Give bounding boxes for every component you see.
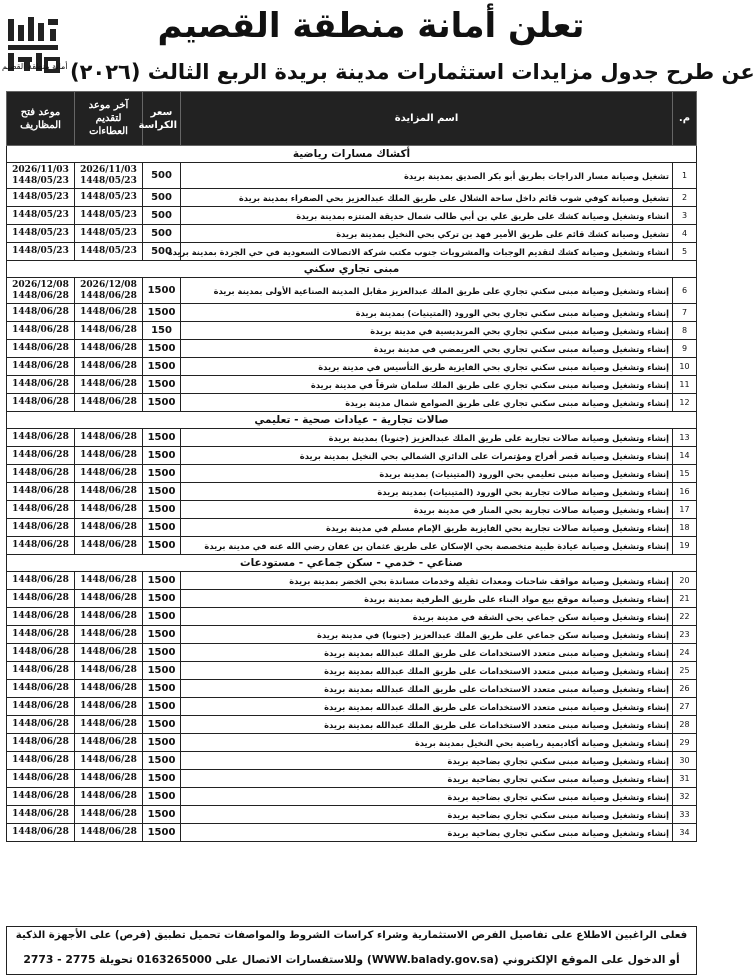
cell-name: إنشاء وتشغيل وصيانة سكن جماعي على طريق الملك عبدالعزيز (جنوبا) في مدينة بريدة — [181, 626, 673, 644]
cell-name: إنشاء وتشغيل وصيانة مبنى متعدد الاستخدامات على طريق الملك عبدالله بمدينة بريدة — [181, 680, 673, 698]
auctions-table — [6, 91, 697, 842]
cell-opening: 1448/06/28 — [7, 501, 75, 519]
table-row — [7, 716, 697, 734]
cell-opening — [7, 163, 75, 189]
cell-deadline: 1448/06/28 — [75, 734, 143, 752]
cell-deadline: 1448/06/28 — [75, 447, 143, 465]
cell-name: انشاء وتشغيل وصيانة كشك لتقديم الوجبات والمشروبات جنوب مكتب شركة الاتصالات السعودية في حي الجردة بمدينة بريدة — [181, 243, 673, 261]
cell-no: 6 — [673, 278, 697, 304]
cell-name: إنشاء وتشغيل وصيانة أكاديمية رياضية بحي النخيل بمدينة بريدة — [181, 734, 673, 752]
cell-opening: 1448/06/28 — [7, 358, 75, 376]
cell-price: 1500 — [143, 304, 181, 322]
cell-deadline-gregorian: 2026/12/08 — [80, 279, 137, 290]
cell-price: 1500 — [143, 680, 181, 698]
cell-name: إنشاء وتشغيل وصيانة مبنى سكني تجاري بحي الورود (المتينيات) بمدينة بريدة — [181, 304, 673, 322]
table-header-row — [7, 92, 697, 146]
cell-name: إنشاء وتشغيل وصيانة مبنى متعدد الاستخدامات على طريق الملك عبدالله بمدينة بريدة — [181, 662, 673, 680]
cell-deadline: 1448/06/28 — [75, 806, 143, 824]
cell-deadline-hijri: 1448/05/23 — [80, 175, 137, 186]
cell-opening: 1448/06/28 — [7, 752, 75, 770]
cell-opening-gregorian: 2026/11/03 — [12, 164, 69, 175]
cell-opening: 1448/06/28 — [7, 322, 75, 340]
cell-opening: 1448/05/23 — [7, 243, 75, 261]
table-row — [7, 626, 697, 644]
cell-no: 32 — [673, 788, 697, 806]
cell-no: 33 — [673, 806, 697, 824]
cell-price: 1500 — [143, 788, 181, 806]
cell-no: 16 — [673, 483, 697, 501]
table-row — [7, 376, 697, 394]
cell-no: 30 — [673, 752, 697, 770]
cell-no: 23 — [673, 626, 697, 644]
cell-name: تشغيل وصيانة كشك قائم على طريق الأمير فهد بن تركي بحي النخيل بمدينة بريدة — [181, 225, 673, 243]
table-row — [7, 608, 697, 626]
section-header-row — [7, 412, 697, 429]
col-header-no: م. — [673, 92, 697, 146]
cell-deadline: 1448/06/28 — [75, 590, 143, 608]
footer-line-1: فعلى الراغبين الاطلاع على تفاصيل الفرص الاستثمارية وشراء كراسات الشروط والمواصفات تحميل تطبيق (فرص) على الأجهزة الذكية — [15, 930, 688, 941]
cell-name: إنشاء وتشغيل وصيانة مبنى سكني تجاري بضاحية بريدة — [181, 788, 673, 806]
qassim-municipality-logo — [6, 6, 62, 84]
cell-deadline: 1448/06/28 — [75, 770, 143, 788]
cell-opening: 1448/06/28 — [7, 698, 75, 716]
page-title: تعلن أمانة منطقة القصيم — [157, 6, 585, 46]
page-subtitle: عن طرح جدول مزايدات استثمارات مدينة بريدة الربع الثالث (٢٠٢٦) — [70, 60, 755, 84]
table-row — [7, 537, 697, 555]
cell-no: 13 — [673, 429, 697, 447]
cell-opening: 1448/06/28 — [7, 680, 75, 698]
cell-no: 17 — [673, 501, 697, 519]
cell-name: إنشاء وتشغيل وصيانة مواقف شاحنات ومعدات ثقيلة وخدمات مساندة بحي الخضر بمدينة بريدة — [181, 572, 673, 590]
cell-no: 21 — [673, 590, 697, 608]
cell-deadline: 1448/06/28 — [75, 394, 143, 412]
cell-name: إنشاء وتشغيل وصيانة مبنى سكني تجاري بضاحية بريدة — [181, 806, 673, 824]
cell-name: إنشاء وتشغيل وصيانة قصر أفراح ومؤتمرات على الدائري الشمالي بحي النخيل بمدينة بريدة — [181, 447, 673, 465]
cell-price: 500 — [143, 163, 181, 189]
cell-opening: 1448/06/28 — [7, 572, 75, 590]
cell-deadline: 1448/05/23 — [75, 243, 143, 261]
cell-opening: 1448/06/28 — [7, 537, 75, 555]
table-row — [7, 680, 697, 698]
cell-name: إنشاء وتشغيل وصيانة مبنى سكني تجاري بضاحية بريدة — [181, 770, 673, 788]
cell-no: 15 — [673, 465, 697, 483]
cell-price: 1500 — [143, 662, 181, 680]
cell-price: 1500 — [143, 806, 181, 824]
cell-price: 1500 — [143, 716, 181, 734]
cell-price: 1500 — [143, 608, 181, 626]
cell-price: 1500 — [143, 519, 181, 537]
footer-notice — [6, 926, 697, 975]
table-row — [7, 243, 697, 261]
table-row — [7, 770, 697, 788]
cell-opening: 1448/06/28 — [7, 447, 75, 465]
table-row — [7, 590, 697, 608]
cell-no: 18 — [673, 519, 697, 537]
cell-no: 11 — [673, 376, 697, 394]
cell-opening: 1448/06/28 — [7, 644, 75, 662]
cell-opening: 1448/06/28 — [7, 590, 75, 608]
cell-no: 26 — [673, 680, 697, 698]
cell-deadline: 1448/06/28 — [75, 429, 143, 447]
table-row — [7, 340, 697, 358]
table-body — [7, 146, 697, 842]
cell-price: 1500 — [143, 572, 181, 590]
cell-no: 29 — [673, 734, 697, 752]
cell-no: 12 — [673, 394, 697, 412]
cell-opening: 1448/06/28 — [7, 716, 75, 734]
table-row — [7, 358, 697, 376]
col-header-price: سعر الكراسة — [143, 92, 181, 146]
cell-name: إنشاء وتشغيل وصيانة مبنى سكني تجاري على طريق الملك عبدالعزيز مقابل المدينة الصناعية الأولى بمدينة بريدة — [181, 278, 673, 304]
cell-price: 500 — [143, 225, 181, 243]
cell-price: 1500 — [143, 770, 181, 788]
cell-price: 1500 — [143, 394, 181, 412]
cell-opening: 1448/06/28 — [7, 483, 75, 501]
cell-price: 1500 — [143, 376, 181, 394]
cell-name: إنشاء وتشغيل وصيانة سكن جماعي بحي الشقة في مدينة بريدة — [181, 608, 673, 626]
section-header-row — [7, 146, 697, 163]
table-row — [7, 207, 697, 225]
cell-no: 28 — [673, 716, 697, 734]
cell-no: 22 — [673, 608, 697, 626]
cell-price: 1500 — [143, 734, 181, 752]
table-row — [7, 322, 697, 340]
cell-opening: 1448/05/23 — [7, 225, 75, 243]
table-row — [7, 662, 697, 680]
table-row — [7, 483, 697, 501]
table-row — [7, 806, 697, 824]
section-title: مبنى تجاري سكني — [7, 261, 697, 278]
cell-name: إنشاء وتشغيل وصيانة صالات تجارية بحي الورود (المتينيات) بمدينة بريدة — [181, 483, 673, 501]
cell-deadline: 1448/06/28 — [75, 483, 143, 501]
section-header-row — [7, 555, 697, 572]
cell-name: إنشاء وتشغيل وصيانة مبنى سكني تجاري على طريق الملك سلمان شرقاً في مدينة بريدة — [181, 376, 673, 394]
cell-deadline: 1448/06/28 — [75, 340, 143, 358]
table-row — [7, 304, 697, 322]
table-row — [7, 429, 697, 447]
col-header-deadline: آخر موعد لتقديم العطاءات — [75, 92, 143, 146]
cell-name: إنشاء وتشغيل وصيانة صالات تجارية بحي المنار في مدينة بريدة — [181, 501, 673, 519]
cell-no: 19 — [673, 537, 697, 555]
cell-opening: 1448/06/28 — [7, 376, 75, 394]
cell-no: 31 — [673, 770, 697, 788]
cell-opening-hijri: 1448/05/23 — [12, 175, 69, 186]
table-row — [7, 519, 697, 537]
cell-opening: 1448/06/28 — [7, 824, 75, 842]
table-row — [7, 752, 697, 770]
cell-opening — [7, 278, 75, 304]
cell-no: 25 — [673, 662, 697, 680]
cell-deadline: 1448/05/23 — [75, 225, 143, 243]
cell-deadline: 1448/06/28 — [75, 698, 143, 716]
cell-opening: 1448/06/28 — [7, 304, 75, 322]
cell-deadline: 1448/06/28 — [75, 716, 143, 734]
cell-price: 1500 — [143, 752, 181, 770]
table-row — [7, 278, 697, 304]
cell-price: 500 — [143, 243, 181, 261]
cell-price: 500 — [143, 189, 181, 207]
section-title: صناعي - خدمي - سكن جماعي - مستودعات — [7, 555, 697, 572]
cell-price: 1500 — [143, 278, 181, 304]
table-row — [7, 447, 697, 465]
cell-deadline: 1448/06/28 — [75, 752, 143, 770]
cell-price: 1500 — [143, 698, 181, 716]
cell-deadline: 1448/06/28 — [75, 501, 143, 519]
cell-deadline — [75, 278, 143, 304]
cell-no: 8 — [673, 322, 697, 340]
cell-deadline: 1448/06/28 — [75, 465, 143, 483]
cell-opening: 1448/06/28 — [7, 734, 75, 752]
cell-price: 1500 — [143, 590, 181, 608]
cell-deadline: 1448/06/28 — [75, 626, 143, 644]
cell-price: 1500 — [143, 429, 181, 447]
cell-no: 34 — [673, 824, 697, 842]
table-row — [7, 698, 697, 716]
table-row — [7, 394, 697, 412]
table-row — [7, 824, 697, 842]
cell-name: إنشاء وتشغيل وصيانة صالات تجارية بحي الفايزية طريق الإمام مسلم في مدينة بريدة — [181, 519, 673, 537]
footer-line-2: أو الدخول على الموقع الإلكتروني (WWW.balady.gov.sa) وللاستفسارات الاتصال على 0163265000 تحويلة 2775 - 2773 — [23, 953, 680, 966]
cell-deadline: 1448/06/28 — [75, 608, 143, 626]
cell-opening: 1448/06/28 — [7, 806, 75, 824]
cell-no: 2 — [673, 189, 697, 207]
cell-no: 24 — [673, 644, 697, 662]
cell-deadline-hijri: 1448/06/28 — [80, 290, 137, 301]
cell-no: 9 — [673, 340, 697, 358]
cell-opening: 1448/06/28 — [7, 394, 75, 412]
cell-no: 14 — [673, 447, 697, 465]
cell-opening: 1448/05/23 — [7, 189, 75, 207]
cell-opening: 1448/06/28 — [7, 429, 75, 447]
cell-name: إنشاء وتشغيل وصيانة مبنى سكني تجاري بحي العريمضي في مدينة بريدة — [181, 340, 673, 358]
cell-deadline: 1448/06/28 — [75, 680, 143, 698]
cell-name: انشاء وتشغيل وصيانة كشك على طريق علي بن أبي طالب شمال حديقة المنتزه بمدينة بريدة — [181, 207, 673, 225]
cell-price: 1500 — [143, 340, 181, 358]
cell-opening: 1448/06/28 — [7, 465, 75, 483]
cell-opening-gregorian: 2026/12/08 — [12, 279, 69, 290]
table-row — [7, 644, 697, 662]
cell-name: إنشاء وتشغيل وصيانة مبنى متعدد الاستخدامات على طريق الملك عبدالله بمدينة بريدة — [181, 698, 673, 716]
cell-deadline — [75, 163, 143, 189]
cell-opening: 1448/05/23 — [7, 207, 75, 225]
cell-price: 1500 — [143, 358, 181, 376]
section-title: أكشاك مسارات رياضية — [7, 146, 697, 163]
table-row — [7, 788, 697, 806]
cell-price: 1500 — [143, 626, 181, 644]
table-row — [7, 163, 697, 189]
cell-opening-hijri: 1448/06/28 — [12, 290, 69, 301]
col-header-opening: موعد فتح المظاريف — [7, 92, 75, 146]
cell-opening: 1448/06/28 — [7, 662, 75, 680]
cell-name: إنشاء وتشغيل وصيانة عيادة طبية متخصصة بحي الإسكان على طريق عثمان بن عفان رضي الله عنه في مدينة بريدة — [181, 537, 673, 555]
table-row — [7, 225, 697, 243]
cell-price: 500 — [143, 207, 181, 225]
logo-caption: أمانة منطقة القصيم — [2, 62, 68, 71]
cell-name: تشغيل وصيانة مسار الدراجات بطريق أبو بكر الصديق بمدينة بريدة — [181, 163, 673, 189]
cell-price: 1500 — [143, 824, 181, 842]
cell-deadline: 1448/06/28 — [75, 304, 143, 322]
cell-price: 1500 — [143, 501, 181, 519]
cell-name: إنشاء وتشغيل وصيانة مبنى سكني تجاري بضاحية بريدة — [181, 824, 673, 842]
cell-name: إنشاء وتشغيل وصيانة مبنى سكني تجاري بحي الفايزية طريق التأسيس في مدينة بريدة — [181, 358, 673, 376]
cell-name: إنشاء وتشغيل وصيانة مبنى سكني تجاري بضاحية بريدة — [181, 752, 673, 770]
cell-no: 10 — [673, 358, 697, 376]
cell-name: إنشاء وتشغيل وصيانة مبنى متعدد الاستخدامات على طريق الملك عبدالله بمدينة بريدة — [181, 644, 673, 662]
cell-no: 20 — [673, 572, 697, 590]
cell-name: إنشاء وتشغيل وصيانة مبنى متعدد الاستخدامات على طريق الملك عبدالله بمدينة بريدة — [181, 716, 673, 734]
cell-price: 1500 — [143, 465, 181, 483]
cell-opening: 1448/06/28 — [7, 788, 75, 806]
cell-no: 27 — [673, 698, 697, 716]
cell-opening: 1448/06/28 — [7, 608, 75, 626]
cell-opening: 1448/06/28 — [7, 770, 75, 788]
cell-deadline: 1448/06/28 — [75, 824, 143, 842]
cell-price: 1500 — [143, 644, 181, 662]
cell-opening: 1448/06/28 — [7, 340, 75, 358]
cell-deadline: 1448/06/28 — [75, 644, 143, 662]
cell-deadline: 1448/06/28 — [75, 519, 143, 537]
cell-opening: 1448/06/28 — [7, 519, 75, 537]
cell-deadline: 1448/05/23 — [75, 207, 143, 225]
cell-deadline: 1448/06/28 — [75, 358, 143, 376]
cell-name: تشغيل وصيانة كوفي شوب قائم داخل ساحة الشلال على طريق الملك عبدالعزيز بحي الصفراء بمدينة بريدة — [181, 189, 673, 207]
cell-name: إنشاء وتشغيل وصيانة موقع بيع مواد البناء على طريق الطرفية بمدينة بريدة — [181, 590, 673, 608]
cell-price: 1500 — [143, 537, 181, 555]
cell-deadline: 1448/06/28 — [75, 572, 143, 590]
cell-no: 4 — [673, 225, 697, 243]
cell-no: 7 — [673, 304, 697, 322]
section-title: صالات تجارية - عيادات صحية - تعليمي — [7, 412, 697, 429]
cell-name: إنشاء وتشغيل وصيانة مبنى سكني تجاري على طريق الصوامع شمال مدينة بريدة — [181, 394, 673, 412]
col-header-name: اسم المزايدة — [181, 92, 673, 146]
cell-deadline: 1448/06/28 — [75, 537, 143, 555]
table-row — [7, 465, 697, 483]
cell-deadline: 1448/06/28 — [75, 322, 143, 340]
table-row — [7, 734, 697, 752]
cell-deadline: 1448/05/23 — [75, 189, 143, 207]
cell-name: إنشاء وتشغيل وصيانة مبنى سكني تجاري بحي المريديسية في مدينة بريدة — [181, 322, 673, 340]
cell-deadline-gregorian: 2026/11/03 — [80, 164, 137, 175]
cell-price: 150 — [143, 322, 181, 340]
cell-no: 5 — [673, 243, 697, 261]
section-header-row — [7, 261, 697, 278]
cell-no: 1 — [673, 163, 697, 189]
cell-deadline: 1448/06/28 — [75, 788, 143, 806]
table-row — [7, 501, 697, 519]
cell-deadline: 1448/06/28 — [75, 662, 143, 680]
cell-opening: 1448/06/28 — [7, 626, 75, 644]
cell-deadline: 1448/06/28 — [75, 376, 143, 394]
cell-name: إنشاء وتشغيل وصيانة صالات تجارية على طريق الملك عبدالعزيز (جنوبا) بمدينة بريدة — [181, 429, 673, 447]
cell-name: إنشاء وتشغيل وصيانة مبنى تعليمي بحي الورود (المتينيات) بمدينة بريدة — [181, 465, 673, 483]
table-row — [7, 189, 697, 207]
cell-price: 1500 — [143, 447, 181, 465]
table-row — [7, 572, 697, 590]
cell-price: 1500 — [143, 483, 181, 501]
cell-no: 3 — [673, 207, 697, 225]
